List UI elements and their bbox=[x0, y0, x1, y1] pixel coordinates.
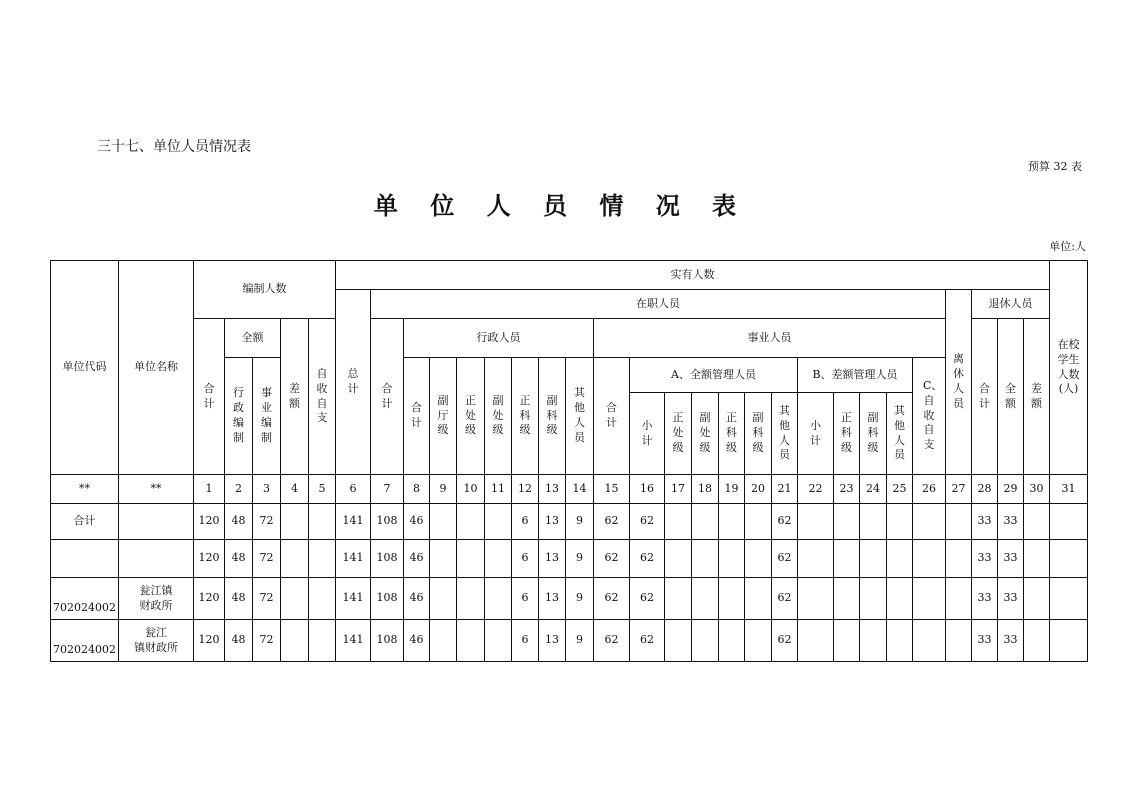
cell: 13 bbox=[539, 620, 566, 662]
unit-code: 合计 bbox=[51, 504, 119, 540]
cell bbox=[834, 540, 860, 578]
col-number: 3 bbox=[253, 475, 281, 504]
cell bbox=[834, 504, 860, 540]
cell: 6 bbox=[512, 578, 539, 620]
cell bbox=[485, 620, 512, 662]
col-number: 26 bbox=[913, 475, 946, 504]
col-number: 4 bbox=[281, 475, 309, 504]
cell: 120 bbox=[194, 578, 225, 620]
cell bbox=[745, 578, 772, 620]
cell: 108 bbox=[371, 540, 404, 578]
col-number: 20 bbox=[745, 475, 772, 504]
cell bbox=[860, 578, 887, 620]
header-bz-heji: 合计 bbox=[194, 319, 225, 475]
cell bbox=[665, 540, 692, 578]
cell bbox=[1050, 540, 1088, 578]
col-number: 17 bbox=[665, 475, 692, 504]
cell bbox=[1024, 620, 1050, 662]
cell bbox=[798, 620, 834, 662]
cell: 141 bbox=[336, 540, 371, 578]
header-zaixiao: 在校学生人数(人) bbox=[1050, 261, 1088, 475]
header-zaizhi: 在职人员 bbox=[371, 290, 946, 319]
cell bbox=[913, 504, 946, 540]
cell: 13 bbox=[539, 540, 566, 578]
cell bbox=[946, 504, 972, 540]
unit-name: 瓮江镇 财政所 bbox=[119, 578, 194, 620]
header-tx-heji: 合计 bbox=[972, 319, 998, 475]
cell: 46 bbox=[404, 504, 430, 540]
cell: 141 bbox=[336, 504, 371, 540]
header-bz-quane: 全额 bbox=[225, 319, 281, 358]
header-xingzheng-bz: 行政编制 bbox=[225, 358, 253, 475]
col-number: ** bbox=[51, 475, 119, 504]
cell: 108 bbox=[371, 620, 404, 662]
header-b-zhengke: 正科级 bbox=[834, 393, 860, 475]
cell: 33 bbox=[998, 540, 1024, 578]
cell: 13 bbox=[539, 504, 566, 540]
cell: 72 bbox=[253, 504, 281, 540]
cell: 108 bbox=[371, 578, 404, 620]
col-number: 30 bbox=[1024, 475, 1050, 504]
cell bbox=[665, 578, 692, 620]
cell bbox=[913, 540, 946, 578]
header-xz-qita: 其他人员 bbox=[566, 358, 594, 475]
table-row bbox=[51, 504, 1088, 540]
cell bbox=[719, 504, 745, 540]
cell: 33 bbox=[998, 578, 1024, 620]
unit-name bbox=[119, 504, 194, 540]
header-b-qita: 其他人员 bbox=[887, 393, 913, 475]
header-sy-heji: 合计 bbox=[594, 358, 630, 475]
cell bbox=[309, 540, 336, 578]
unit-name: 瓮江 镇财政所 bbox=[119, 620, 194, 662]
col-number: 15 bbox=[594, 475, 630, 504]
cell: 62 bbox=[630, 578, 665, 620]
col-number: 9 bbox=[430, 475, 457, 504]
personnel-table bbox=[50, 260, 1088, 662]
cell: 62 bbox=[630, 620, 665, 662]
cell: 72 bbox=[253, 578, 281, 620]
header-xingzheng-ry: 行政人员 bbox=[404, 319, 594, 358]
cell: 33 bbox=[972, 504, 998, 540]
cell: 62 bbox=[772, 540, 798, 578]
unit-code bbox=[51, 540, 119, 578]
col-number: 29 bbox=[998, 475, 1024, 504]
col-number: 31 bbox=[1050, 475, 1088, 504]
cell bbox=[457, 540, 485, 578]
header-xz-futing: 副厅级 bbox=[430, 358, 457, 475]
table-row bbox=[51, 578, 1088, 620]
cell bbox=[309, 620, 336, 662]
cell: 9 bbox=[566, 620, 594, 662]
header-xz-fuke: 副科级 bbox=[539, 358, 566, 475]
col-number: 8 bbox=[404, 475, 430, 504]
cell bbox=[745, 504, 772, 540]
col-number: 18 bbox=[692, 475, 719, 504]
header-bianzhi: 编制人数 bbox=[194, 261, 336, 319]
cell: 48 bbox=[225, 578, 253, 620]
header-a-zhengke: 正科级 bbox=[719, 393, 745, 475]
cell: 72 bbox=[253, 540, 281, 578]
col-number: 13 bbox=[539, 475, 566, 504]
cell: 48 bbox=[225, 504, 253, 540]
cell bbox=[887, 620, 913, 662]
cell bbox=[1050, 578, 1088, 620]
col-number: 22 bbox=[798, 475, 834, 504]
header-zongji: 总计 bbox=[336, 290, 371, 475]
cell bbox=[719, 540, 745, 578]
header-shiyou: 实有人数 bbox=[336, 261, 1050, 290]
unit-code: 702024002 bbox=[51, 578, 119, 620]
cell: 33 bbox=[998, 620, 1024, 662]
cell bbox=[1024, 504, 1050, 540]
form-number: 预算 32 表 bbox=[1028, 160, 1082, 173]
header-a-zhengchu: 正处级 bbox=[665, 393, 692, 475]
col-number: 21 bbox=[772, 475, 798, 504]
header-shiye-ry: 事业人员 bbox=[594, 319, 946, 358]
cell: 62 bbox=[630, 540, 665, 578]
cell bbox=[1024, 578, 1050, 620]
col-number: 10 bbox=[457, 475, 485, 504]
cell: 62 bbox=[594, 504, 630, 540]
cell bbox=[485, 578, 512, 620]
cell bbox=[665, 504, 692, 540]
cell: 33 bbox=[998, 504, 1024, 540]
cell bbox=[946, 540, 972, 578]
cell: 48 bbox=[225, 620, 253, 662]
col-number: ** bbox=[119, 475, 194, 504]
cell: 62 bbox=[594, 620, 630, 662]
cell bbox=[692, 620, 719, 662]
cell: 9 bbox=[566, 504, 594, 540]
col-number: 2 bbox=[225, 475, 253, 504]
table-row bbox=[51, 620, 1088, 662]
cell bbox=[309, 578, 336, 620]
col-number: 7 bbox=[371, 475, 404, 504]
header-shiye-bz: 事业编制 bbox=[253, 358, 281, 475]
cell: 62 bbox=[594, 540, 630, 578]
unit-label: 单位:人 bbox=[1049, 240, 1086, 253]
cell bbox=[719, 620, 745, 662]
unit-name bbox=[119, 540, 194, 578]
cell: 6 bbox=[512, 540, 539, 578]
cell: 141 bbox=[336, 620, 371, 662]
cell bbox=[834, 578, 860, 620]
column-number-row bbox=[51, 475, 1088, 504]
header-xz-fuchu: 副处级 bbox=[485, 358, 512, 475]
col-number: 14 bbox=[566, 475, 594, 504]
cell bbox=[913, 620, 946, 662]
header-bz-chae: 差额 bbox=[281, 319, 309, 475]
cell bbox=[692, 504, 719, 540]
cell bbox=[1050, 620, 1088, 662]
cell bbox=[798, 578, 834, 620]
cell bbox=[913, 578, 946, 620]
cell: 62 bbox=[772, 620, 798, 662]
col-number: 19 bbox=[719, 475, 745, 504]
cell bbox=[281, 540, 309, 578]
page-title: 单 位 人 员 情 况 表 bbox=[373, 191, 749, 220]
cell bbox=[485, 504, 512, 540]
col-number: 16 bbox=[630, 475, 665, 504]
col-number: 5 bbox=[309, 475, 336, 504]
header-tx-chae: 差额 bbox=[1024, 319, 1050, 475]
cell bbox=[430, 540, 457, 578]
cell bbox=[309, 504, 336, 540]
cell bbox=[1024, 540, 1050, 578]
col-number: 24 bbox=[860, 475, 887, 504]
header-tuixiu: 退休人员 bbox=[972, 290, 1050, 319]
header-a-fuke: 副科级 bbox=[745, 393, 772, 475]
cell bbox=[745, 540, 772, 578]
cell: 33 bbox=[972, 578, 998, 620]
cell bbox=[887, 578, 913, 620]
header-xz-zhengchu: 正处级 bbox=[457, 358, 485, 475]
cell: 72 bbox=[253, 620, 281, 662]
header-bz-zishou: 自收自支 bbox=[309, 319, 336, 475]
cell: 141 bbox=[336, 578, 371, 620]
header-a-fuchu: 副处级 bbox=[692, 393, 719, 475]
cell: 13 bbox=[539, 578, 566, 620]
cell bbox=[887, 504, 913, 540]
cell: 9 bbox=[566, 578, 594, 620]
cell bbox=[887, 540, 913, 578]
col-number: 1 bbox=[194, 475, 225, 504]
cell bbox=[430, 620, 457, 662]
cell bbox=[860, 504, 887, 540]
section-title: 三十七、单位人员情况表 bbox=[97, 139, 251, 155]
header-a-group: A、全额管理人员 bbox=[630, 358, 798, 393]
cell bbox=[281, 504, 309, 540]
header-b-xiaoji: 小计 bbox=[798, 393, 834, 475]
cell bbox=[1050, 504, 1088, 540]
col-number: 28 bbox=[972, 475, 998, 504]
header-b-fuke: 副科级 bbox=[860, 393, 887, 475]
cell bbox=[860, 620, 887, 662]
cell bbox=[485, 540, 512, 578]
header-b-group: B、差额管理人员 bbox=[798, 358, 913, 393]
header-c-group: C、自收自支 bbox=[913, 358, 946, 475]
header-code: 单位代码 bbox=[51, 261, 119, 475]
col-number: 12 bbox=[512, 475, 539, 504]
cell bbox=[745, 620, 772, 662]
cell bbox=[860, 540, 887, 578]
cell: 46 bbox=[404, 540, 430, 578]
cell: 46 bbox=[404, 578, 430, 620]
table-row bbox=[51, 540, 1088, 578]
header-zz-heji: 合计 bbox=[371, 319, 404, 475]
header-lixiu: 离休人员 bbox=[946, 290, 972, 475]
cell: 120 bbox=[194, 504, 225, 540]
cell bbox=[457, 578, 485, 620]
cell: 62 bbox=[594, 578, 630, 620]
cell bbox=[430, 578, 457, 620]
cell: 62 bbox=[630, 504, 665, 540]
unit-code: 702024002 bbox=[51, 620, 119, 662]
col-number: 23 bbox=[834, 475, 860, 504]
header-a-qita: 其他人员 bbox=[772, 393, 798, 475]
header-name: 单位名称 bbox=[119, 261, 194, 475]
cell bbox=[457, 620, 485, 662]
cell: 6 bbox=[512, 620, 539, 662]
cell bbox=[457, 504, 485, 540]
cell bbox=[430, 504, 457, 540]
cell bbox=[946, 620, 972, 662]
col-number: 27 bbox=[946, 475, 972, 504]
cell bbox=[281, 620, 309, 662]
cell bbox=[692, 578, 719, 620]
cell: 48 bbox=[225, 540, 253, 578]
cell: 120 bbox=[194, 540, 225, 578]
cell: 33 bbox=[972, 620, 998, 662]
header-xz-zhengke: 正科级 bbox=[512, 358, 539, 475]
header-a-xiaoji: 小计 bbox=[630, 393, 665, 475]
header-tx-quane: 全额 bbox=[998, 319, 1024, 475]
col-number: 25 bbox=[887, 475, 913, 504]
cell bbox=[798, 504, 834, 540]
cell: 46 bbox=[404, 620, 430, 662]
cell: 33 bbox=[972, 540, 998, 578]
cell bbox=[834, 620, 860, 662]
cell bbox=[281, 578, 309, 620]
col-number: 6 bbox=[336, 475, 371, 504]
cell bbox=[719, 578, 745, 620]
col-number: 11 bbox=[485, 475, 512, 504]
cell: 108 bbox=[371, 504, 404, 540]
cell bbox=[665, 620, 692, 662]
cell: 62 bbox=[772, 578, 798, 620]
cell: 9 bbox=[566, 540, 594, 578]
cell: 120 bbox=[194, 620, 225, 662]
cell bbox=[692, 540, 719, 578]
cell: 62 bbox=[772, 504, 798, 540]
cell: 6 bbox=[512, 504, 539, 540]
cell bbox=[798, 540, 834, 578]
cell bbox=[946, 578, 972, 620]
header-xz-heji: 合计 bbox=[404, 358, 430, 475]
